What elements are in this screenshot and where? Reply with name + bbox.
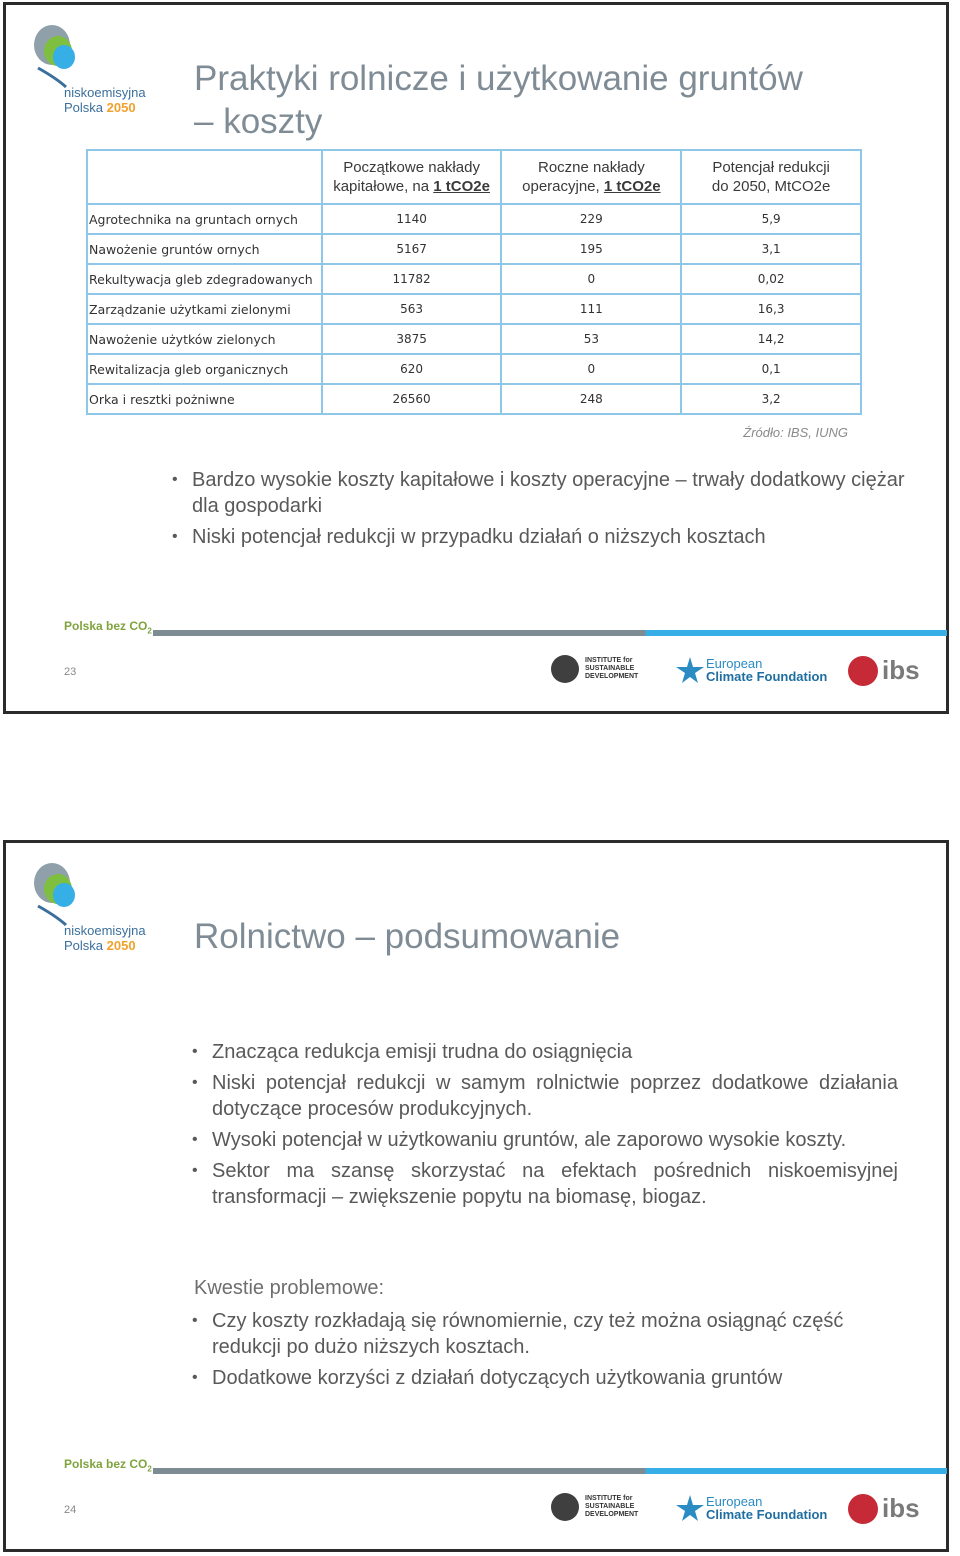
source-note: Źródło: IBS, IUNG: [743, 425, 848, 440]
ibs-logo: ibs: [848, 655, 920, 686]
potential-cell: 0,02: [681, 264, 861, 294]
globe-icon: [551, 1493, 579, 1521]
capex-cell: 26560: [322, 384, 502, 414]
balloon-icon: [26, 23, 96, 93]
logo-text: niskoemisyjna Polska 2050: [64, 923, 146, 953]
row-label: Zarządzanie użytkami zielonymi: [87, 294, 322, 324]
potential-cell: 16,3: [681, 294, 861, 324]
footer-bar: [153, 630, 947, 636]
ibs-logo: ibs: [848, 1493, 920, 1524]
ibs-mark-icon: [848, 1494, 878, 1524]
logo-line2a: Polska: [64, 100, 104, 115]
opex-cell: 248: [501, 384, 681, 414]
niskoemisyjna-logo: [26, 23, 156, 123]
niskoemisyjna-logo: [26, 861, 156, 961]
capex-cell: 620: [322, 354, 502, 384]
page-number: 23: [64, 666, 77, 678]
potential-cell: 14,2: [681, 324, 861, 354]
table-row: [87, 324, 861, 354]
slide-23: [3, 2, 949, 714]
table-row: [87, 294, 861, 324]
ibs-mark-icon: [848, 656, 878, 686]
row-label: Rekultywacja gleb zdegradowanych: [87, 264, 322, 294]
table-header-row: [87, 150, 861, 204]
potential-cell: 0,1: [681, 354, 861, 384]
header-opex: Roczne nakłady operacyjne, 1 tCO2e: [501, 150, 681, 204]
isd-logo: INSTITUTE for SUSTAINABLE DEVELOPMENT: [551, 655, 645, 683]
issues-heading: Kwestie problemowe:: [194, 1277, 385, 1299]
bullet-item: • Niski potencjał redukcji w samym rolnictwie poprzez dodatkowe działania dotyczące procesów produkcyjnych.: [192, 1070, 898, 1122]
table-row: [87, 384, 861, 414]
balloon-icon: [26, 861, 96, 931]
header-capex: Początkowe nakłady kapitałowe, na 1 tCO2e: [322, 150, 502, 204]
polska-bez-co2-logo: Polska bez $CO_2$: [64, 619, 152, 636]
issue-item: • Dodatkowe korzyści z działań dotyczących użytkowania gruntów: [192, 1365, 898, 1391]
polska-bez-co2-logo: Polska bez $CO_2$: [64, 1457, 152, 1474]
slide2-bullets: [192, 1039, 898, 1210]
bullet-item: • Sektor ma szansę skorzystać na efektach pośrednich niskoemisyjnej transformacji – zwiększenie popytu na biomasę, biogaz.: [192, 1158, 898, 1210]
issues-list: [192, 1308, 898, 1391]
table-row: [87, 234, 861, 264]
globe-icon: [551, 655, 579, 683]
opex-cell: 53: [501, 324, 681, 354]
bullet-item: • Znacząca redukcja emisji trudna do osiągnięcia: [192, 1039, 898, 1065]
cost-table: [86, 149, 862, 415]
slide-24: [3, 840, 949, 1552]
row-label: Orka i resztki pożniwne: [87, 384, 322, 414]
opex-cell: 195: [501, 234, 681, 264]
footer-bar: [153, 1468, 947, 1474]
potential-cell: 3,1: [681, 234, 861, 264]
logo-year: 2050: [106, 100, 136, 115]
bullet-item: • Niski potencjał redukcji w przypadku działań o niższych kosztach: [172, 524, 922, 550]
capex-cell: 11782: [322, 264, 502, 294]
row-label: Nawożenie użytków zielonych: [87, 324, 322, 354]
ecf-logo: European Climate Foundation: [674, 1493, 827, 1523]
title-line1: Praktyki rolnicze i użytkowanie gruntów: [194, 59, 803, 98]
capex-cell: 5167: [322, 234, 502, 264]
logo-text: [64, 85, 146, 115]
opex-cell: 229: [501, 204, 681, 234]
opex-cell: 0: [501, 264, 681, 294]
star-icon: [674, 655, 706, 685]
capex-cell: 1140: [322, 204, 502, 234]
star-icon: [674, 1493, 706, 1523]
header-potential: Potencjał redukcji do 2050, MtCO2e: [681, 150, 861, 204]
slide-title: Rolnictwo – podsumowanie: [194, 917, 621, 956]
bullet-item: • Wysoki potencjał w użytkowaniu gruntów, ale zaporowo wysokie koszty.: [192, 1127, 898, 1153]
potential-cell: 3,2: [681, 384, 861, 414]
table-row: [87, 264, 861, 294]
capex-cell: 3875: [322, 324, 502, 354]
page-number: 24: [64, 1504, 77, 1516]
slide-title: [194, 57, 803, 143]
title-line2: – koszty: [194, 102, 323, 141]
potential-cell: 5,9: [681, 204, 861, 234]
row-label: Agrotechnika na gruntach ornych: [87, 204, 322, 234]
slide1-bullets: [172, 467, 922, 550]
opex-cell: 0: [501, 354, 681, 384]
issue-item: • Czy koszty rozkładają się równomiernie, czy też można osiągnąć część redukcji po dużo niższych kosztach.: [192, 1308, 898, 1360]
row-label: Rewitalizacja gleb organicznych: [87, 354, 322, 384]
header-empty: [87, 150, 322, 204]
bullet-item: • Bardzo wysokie koszty kapitałowe i koszty operacyjne – trwały dodatkowy ciężar dla gospodarki: [172, 467, 922, 519]
row-label: Nawożenie gruntów ornych: [87, 234, 322, 264]
opex-cell: 111: [501, 294, 681, 324]
table-row: [87, 354, 861, 384]
table-row: [87, 204, 861, 234]
isd-logo: INSTITUTE for SUSTAINABLE DEVELOPMENT: [551, 1493, 645, 1521]
logo-line1: niskoemisyjna: [64, 85, 146, 100]
ecf-logo: European Climate Foundation: [674, 655, 827, 685]
capex-cell: 563: [322, 294, 502, 324]
